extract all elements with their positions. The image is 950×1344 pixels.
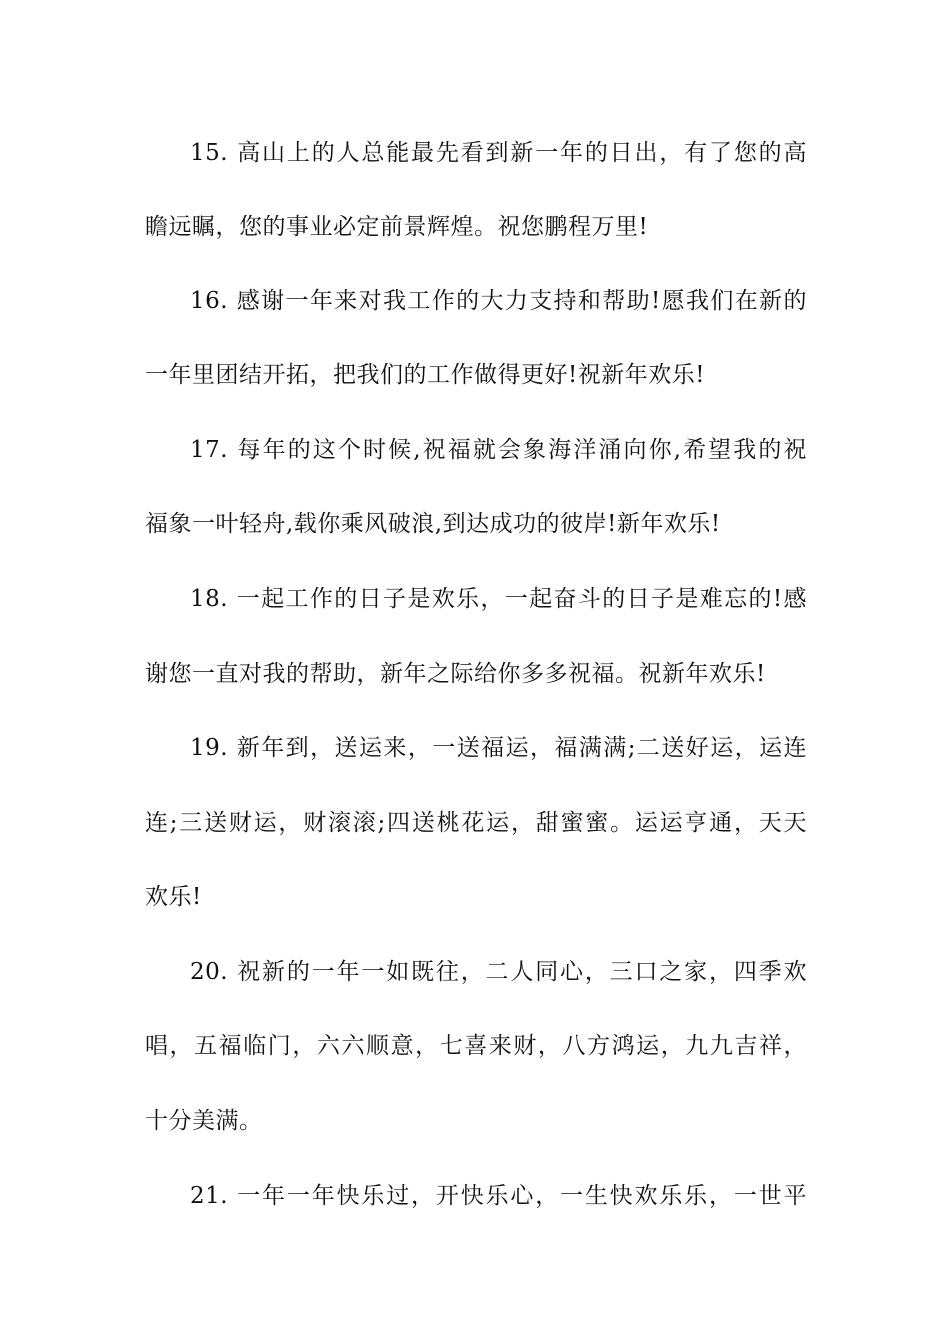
paragraph-15-line-2: 瞻远瞩，您的事业必定前景辉煌。祝您鹏程万里! — [145, 214, 649, 240]
paragraph-16-line-1: 16. 感谢一年来对我工作的大力支持和帮助!愿我们在新的 — [190, 288, 807, 314]
paragraph-18-line-2: 谢您一直对我的帮助，新年之际给你多多祝福。祝新年欢乐! — [145, 661, 766, 687]
paragraph-20-line-2: 唱，五福临门，六六顺意，七喜来财，八方鸿运，九九吉祥， — [145, 1033, 807, 1059]
paragraph-17-line-1: 17. 每年的这个时候,祝福就会象海洋涌向你,希望我的祝 — [190, 437, 807, 463]
paragraph-18-line-1: 18. 一起工作的日子是欢乐，一起奋斗的日子是难忘的!感 — [190, 586, 807, 612]
paragraph-20-line-3: 十分美满。 — [145, 1108, 263, 1134]
paragraph-17-line-2: 福象一叶轻舟,载你乘风破浪,到达成功的彼岸!新年欢乐! — [145, 511, 721, 537]
paragraph-21-line-1: 21. 一年一年快乐过，开快乐心，一生快欢乐乐，一世平 — [190, 1183, 807, 1209]
paragraph-15-line-1: 15. 高山上的人总能最先看到新一年的日出，有了您的高 — [190, 140, 807, 166]
paragraph-19-line-3: 欢乐! — [145, 884, 202, 910]
paragraph-16-line-2: 一年里团结开拓，把我们的工作做得更好!祝新年欢乐! — [145, 362, 705, 388]
paragraph-20-line-1: 20. 祝新的一年一如既往，二人同心，三口之家，四季欢 — [190, 959, 807, 985]
paragraph-19-line-1: 19. 新年到，送运来，一送福运，福满满;二送好运，运连 — [190, 735, 807, 761]
paragraph-19-line-2: 连;三送财运，财滚滚;四送桃花运，甜蜜蜜。运运亨通，天天 — [145, 810, 807, 836]
